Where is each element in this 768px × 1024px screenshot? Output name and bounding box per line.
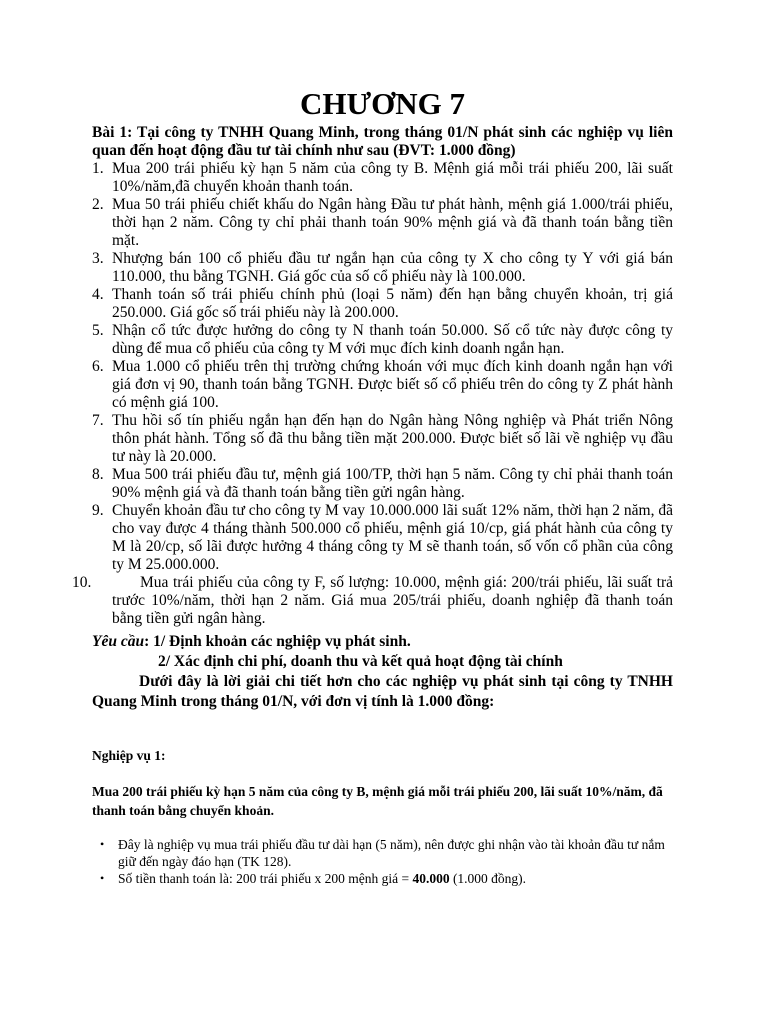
transaction-list — [72, 160, 673, 628]
solution-bullets — [92, 836, 673, 887]
list-item: 4. Thanh toán số trái phiếu chính phủ (loại 5 năm) đến hạn bằng chuyển khoản, trị giá 250.000. Giá gốc số trái phiếu này là 200.000. — [92, 286, 673, 321]
list-item: • Đây là nghiệp vụ mua trái phiếu đầu tư dài hạn (5 năm), nên được ghi nhận vào tài khoản đầu tư nắm giữ đến ngày đáo hạn (TK 128). — [100, 837, 665, 869]
list-item: 2. Mua 50 trái phiếu chiết khấu do Ngân hàng Đầu tư phát hành, mệnh giá 1.000/trái phiếu, thời hạn 2 năm. Công ty chỉ phải thanh toán 90% mệnh giá và đã thanh toán bằng tiền mặt. — [92, 196, 673, 249]
chapter-title: CHƯƠNG 7 — [299, 86, 466, 121]
requirement-line-1: Yêu cầu: 1/ Định khoản các nghiệp vụ phát sinh. — [92, 633, 411, 650]
bullet-icon: • — [100, 871, 105, 885]
solution-description: Mua 200 trái phiếu kỳ hạn 5 năm của công ty B, mệnh giá mỗi trái phiếu 200, lãi suất 10%/năm, đã thanh toán bằng chuyển khoản. — [92, 784, 663, 818]
bullet-icon: • — [100, 837, 105, 851]
solution-heading: Nghiệp vụ 1: — [92, 748, 166, 763]
solution-intro: Dưới đây là lời giải chi tiết hơn cho các nghiệp vụ phát sinh tại công ty TNHH Quang Minh trong tháng 01/N, với đơn vị tính là 1.000 đồng: — [92, 673, 673, 710]
document-page — [72, 86, 673, 887]
list-item: 10. Mua trái phiếu của công ty F, số lượng: 10.000, mệnh giá: 200/trái phiếu, lãi suất trả trước 10%/năm, thời hạn 2 năm. Giá mua 205/trái phiếu, doanh nghiệp đã thanh toán bằng tiền gửi ngân hàng. — [72, 574, 673, 627]
payment-amount: 40.000 — [412, 871, 450, 886]
exercise-heading: Bài 1: Tại công ty TNHH Quang Minh, trong tháng 01/N phát sinh các nghiệp vụ liên quan đến hoạt động đầu tư tài chính như sau (ĐVT: 1.000 đồng) — [92, 124, 673, 159]
list-item: 8. Mua 500 trái phiếu đầu tư, mệnh giá 100/TP, thời hạn 5 năm. Công ty chỉ phải thanh toán 90% mệnh giá và đã thanh toán bằng tiền gửi ngân hàng. — [92, 466, 673, 501]
list-item: 7. Thu hồi số tín phiếu ngắn hạn đến hạn do Ngân hàng Nông nghiệp và Phát triển Nông thôn phát hành. Tổng số đã thu bằng tiền mặt 200.000. Được biết số lãi về nghiệp vụ đầu tư này là 20.000. — [92, 412, 673, 465]
list-item: 5. Nhận cổ tức được hưởng do công ty N thanh toán 50.000. Số cổ tức này được công ty dùng để mua cổ phiếu của công ty M với mục đích kinh doanh ngắn hạn. — [92, 322, 673, 357]
requirement-line-2: 2/ Xác định chi phí, doanh thu và kết quả hoạt động tài chính — [158, 653, 563, 670]
list-item: • Số tiền thanh toán là: 200 trái phiếu x 200 mệnh giá = 40.000 (1.000 đồng). — [100, 871, 527, 886]
list-item: 6. Mua 1.000 cổ phiếu trên thị trường chứng khoán với mục đích kinh doanh ngắn hạn với giá đơn vị 90, thanh toán bằng TGNH. Được biết số cổ phiếu trên do công ty Z phát hành có mệnh giá 100. — [92, 358, 673, 411]
list-item: 9. Chuyển khoản đầu tư cho công ty M vay 10.000.000 lãi suất 12% năm, thời hạn 2 năm, đã cho vay được 4 tháng thành 500.000 cổ phiếu, mệnh giá 10/cp, giá phát hành của công ty M là 20/cp, số lãi được hưởng 4 tháng công ty M sẽ thanh toán, số vốn cổ phần của công ty M 25.000.000. — [92, 502, 673, 573]
list-item: 1. Mua 200 trái phiếu kỳ hạn 5 năm của công ty B. Mệnh giá mỗi trái phiếu 200, lãi suất 10%/năm,đã chuyển khoản thanh toán. — [92, 160, 673, 195]
list-item: 3. Nhượng bán 100 cổ phiếu đầu tư ngắn hạn của công ty X cho công ty Y với giá bán 110.000, thu bằng TGNH. Giá gốc của số cổ phiếu này là 100.000. — [92, 250, 673, 285]
